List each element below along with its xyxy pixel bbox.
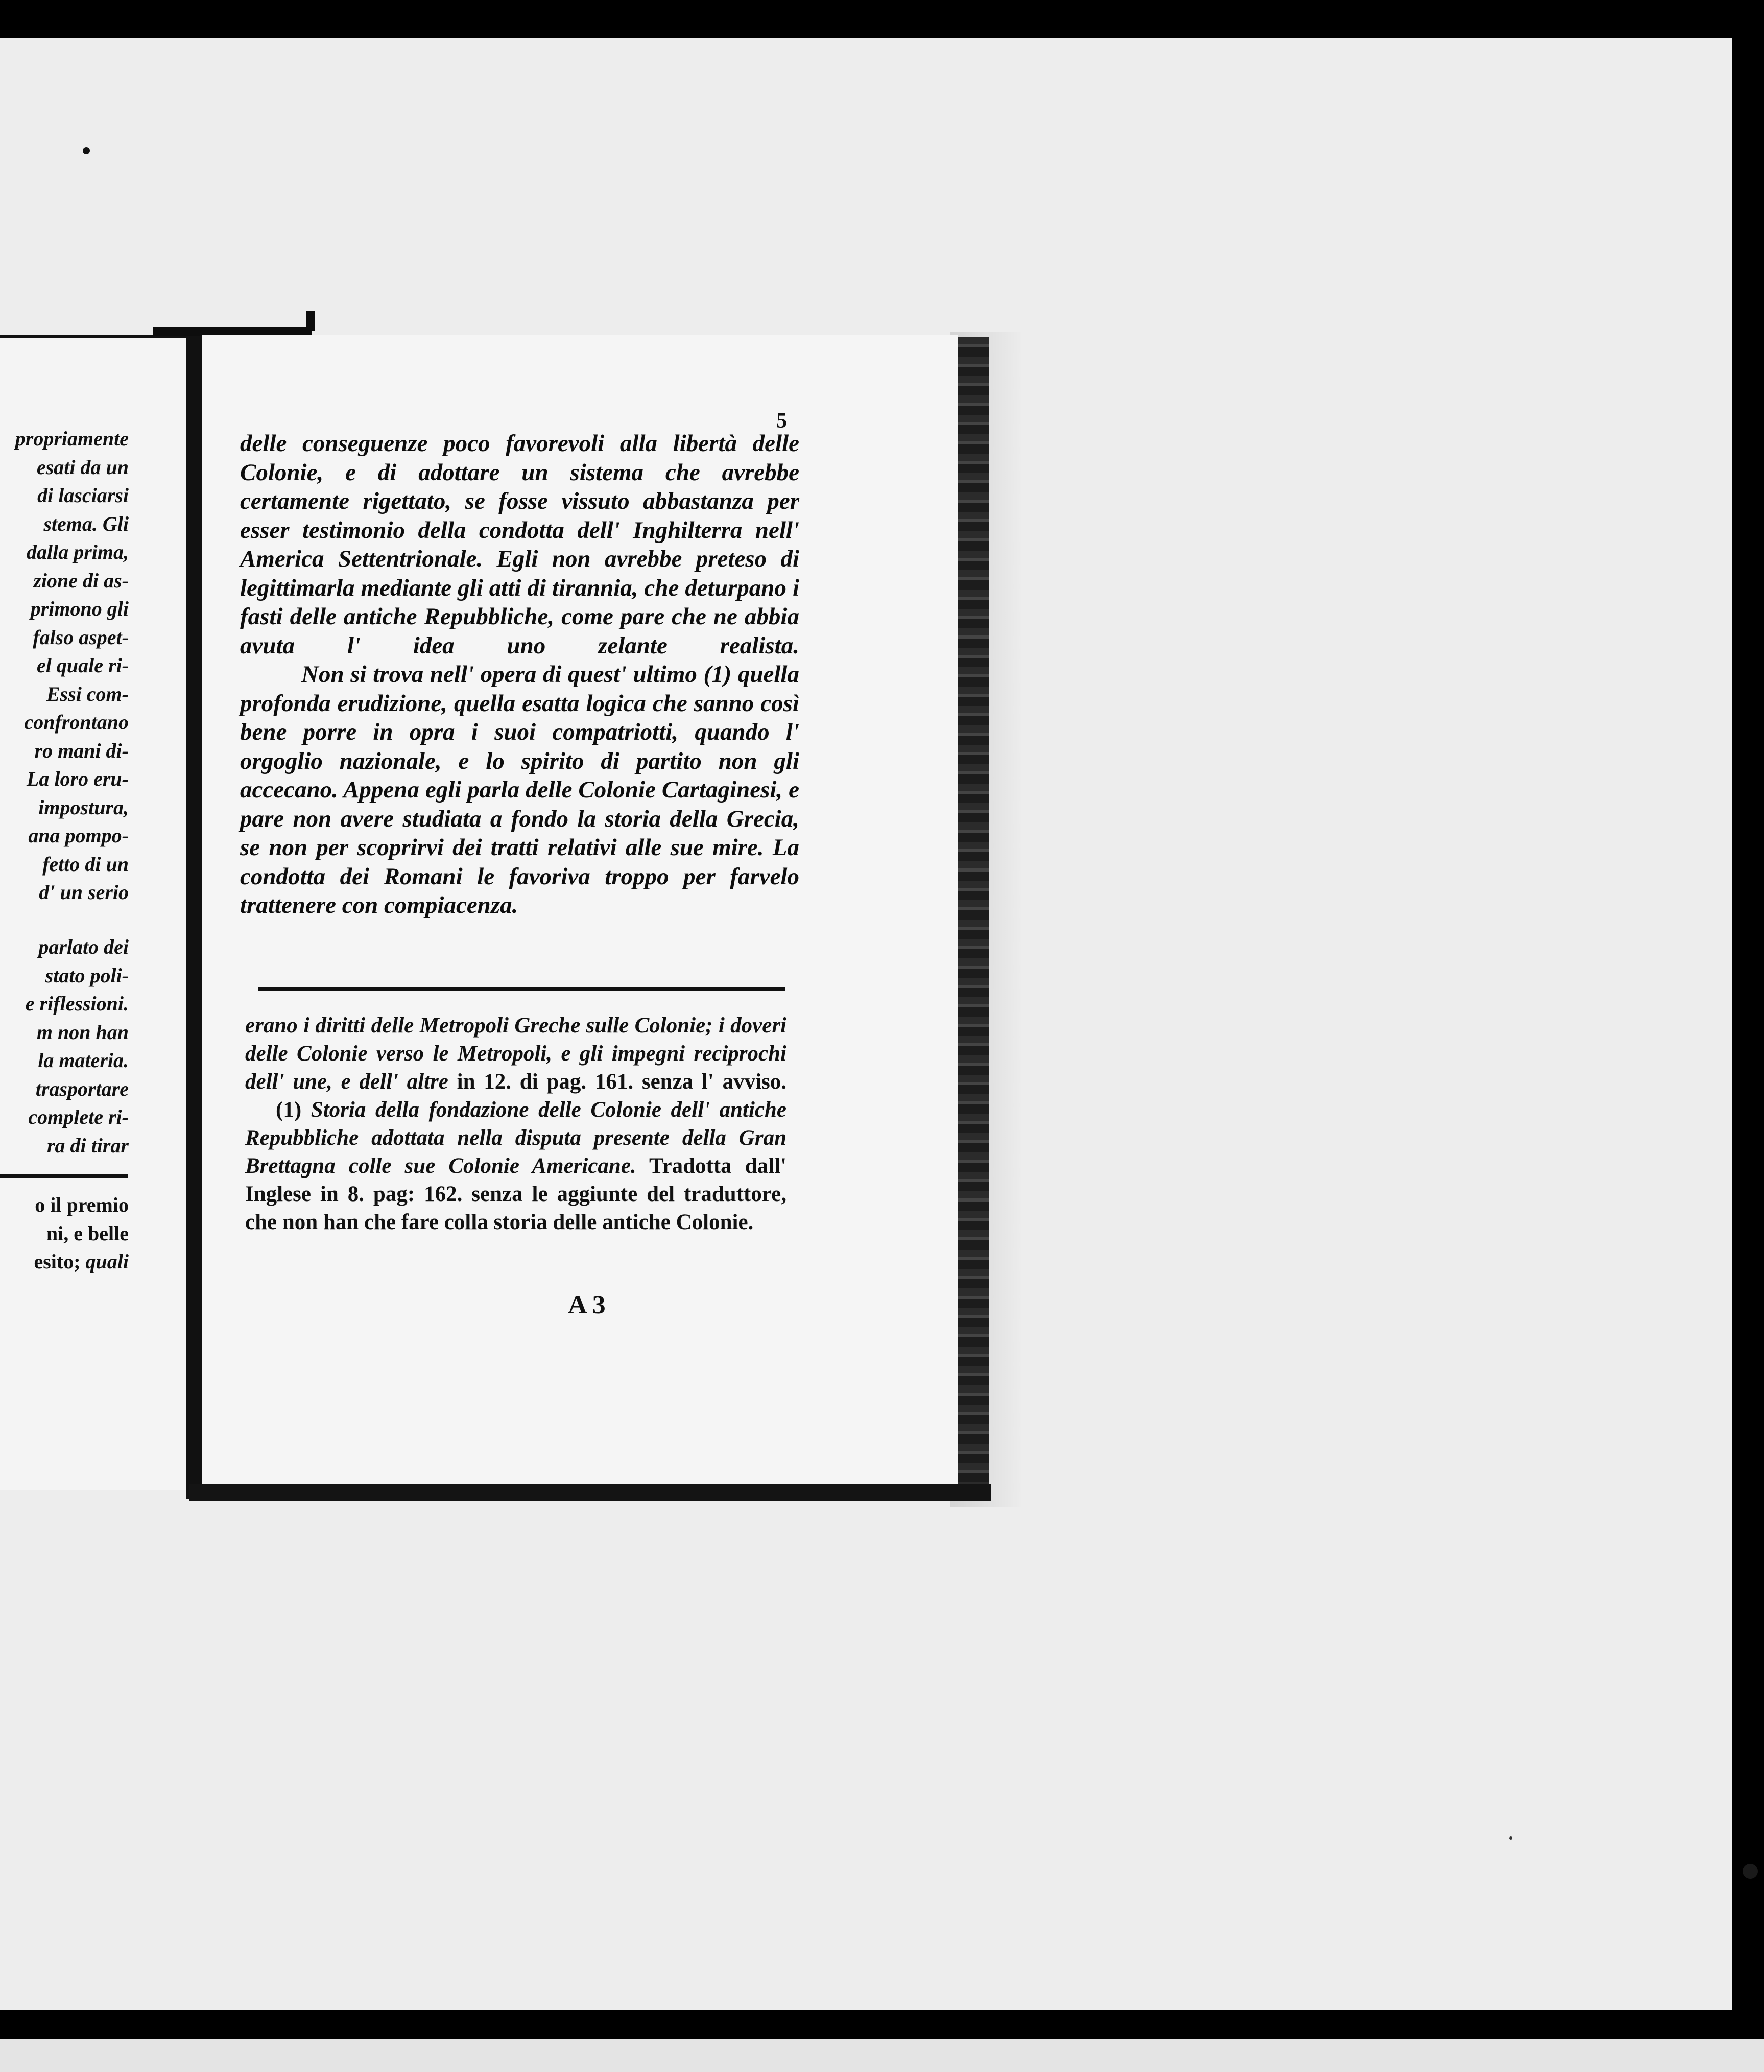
left-page-line: parlato dei: [38, 935, 129, 958]
left-page-line: ana pompo-: [28, 824, 129, 847]
left-page-line: zione di as-: [33, 569, 129, 592]
page-edges: [958, 337, 989, 1494]
left-page-line: o il premio: [35, 1193, 129, 1216]
scan-edge-mark: [1743, 1864, 1758, 1879]
footnote-continued: [245, 1011, 786, 1096]
left-page-text-middle: [26, 933, 129, 1160]
left-page-line: primono gli: [30, 597, 129, 620]
left-page-line: propriamente: [15, 427, 129, 450]
book-spine: [186, 329, 202, 1499]
left-page-line: ni, e belle: [46, 1221, 129, 1245]
left-page-line: m non han: [36, 1020, 129, 1044]
left-footnote-rule: [0, 1174, 128, 1178]
left-page-footnote-text: [34, 1191, 129, 1276]
footnote-continued-roman: in 12. di pag. 161. senza l' avviso.: [457, 1070, 787, 1094]
left-page-italic-word: quali: [85, 1250, 129, 1273]
left-page-line: stema. Gli: [43, 512, 129, 535]
footnote-continued-italic: erano i diritti delle Metropoli Greche sulle Colonie; i doveri delle Colonie verso le Metropoli, e gli impegni reciprochi dell' une, e dell' altre: [245, 1014, 786, 1094]
left-page-text-top: [15, 425, 129, 907]
left-page-line: impostura,: [38, 795, 129, 819]
left-page-line: ro mani di-: [34, 739, 129, 762]
paragraph-2: Non si trova nell' opera di quest' ultimo (1) quella profonda erudizione, quella esatta logica che sanno così bene porre in opra i suoi compatriotti, quando l' orgoglio nazionale, e lo spirito di partito non gli accecano. Appena egli parla delle Colonie Cartaginesi, e pare non avere studiata a fondo la storia della Grecia, se non per scoprirvi dei tratti relativi alle sue mire. La condotta dei Romani le favoriva troppo per farvelo trattenere con compiacenza.: [240, 661, 799, 919]
page-number: 5: [776, 409, 787, 433]
left-page-line: complete ri-: [28, 1105, 129, 1128]
left-page-line: la materia.: [38, 1049, 129, 1072]
left-page-line: esati da un: [36, 455, 129, 479]
footnote-1-mark: (1): [276, 1098, 302, 1122]
left-page-line: e riflessioni.: [25, 992, 129, 1015]
footnote-rule: [258, 987, 785, 991]
signature-mark: A 3: [568, 1290, 606, 1320]
book-bottom-edge: [189, 1484, 991, 1501]
left-page-line: di lasciarsi: [37, 484, 129, 507]
left-page-line: fetto di un: [42, 852, 129, 876]
scan-bottom-strip: [0, 2039, 1764, 2072]
left-page-line: Essi com-: [46, 682, 129, 705]
left-page-line: d' un serio: [39, 881, 129, 904]
footnote-1-details: Tradotta dall' Inglese in 8. pag: 162. senza le aggiunte del traduttore, che non han che fare colla storia delle antiche Colonie.: [245, 1154, 786, 1234]
left-page-line: trasportare: [35, 1077, 129, 1100]
left-page-line: el quale ri-: [37, 654, 129, 677]
main-text: [240, 429, 799, 920]
left-page-line: ra di tirar: [46, 1134, 129, 1157]
footnotes: [245, 1011, 786, 1236]
binding-tab-corner: [306, 311, 315, 331]
footnote-1-title: Storia della fondazione delle Colonie dell' antiche Repubbliche adottata nella disputa presente della Gran Brettagna colle sue Colonie Americane.: [245, 1098, 786, 1178]
left-page-line: falso aspet-: [33, 625, 129, 649]
left-page-line: stato poli-: [45, 963, 129, 987]
left-page-line: dalla prima,: [26, 540, 129, 563]
left-page-line: La loro eru-: [27, 767, 129, 790]
ink-speck: [1509, 1836, 1512, 1840]
left-page: [0, 335, 189, 1490]
paragraph-1: delle conseguenze poco favorevoli alla libertà delle Colonie, e di adottare un sistema che avrebbe certamente rigettato, se fosse vissuto abbastanza per esser testimonio della condotta dell' Inghilterra nell' America Settentrionale. Egli non avrebbe preteso di legittimarla mediante gli atti di tirannia, che deturpano i fasti delle antiche Repubbliche, come pare che ne abbia avuta l' idea uno zelante realista.: [240, 430, 799, 659]
left-page-line: confrontano: [24, 711, 129, 734]
ink-dot: [83, 147, 90, 154]
footnote-1: [245, 1096, 786, 1236]
left-page-line: esito; quali: [34, 1250, 129, 1273]
